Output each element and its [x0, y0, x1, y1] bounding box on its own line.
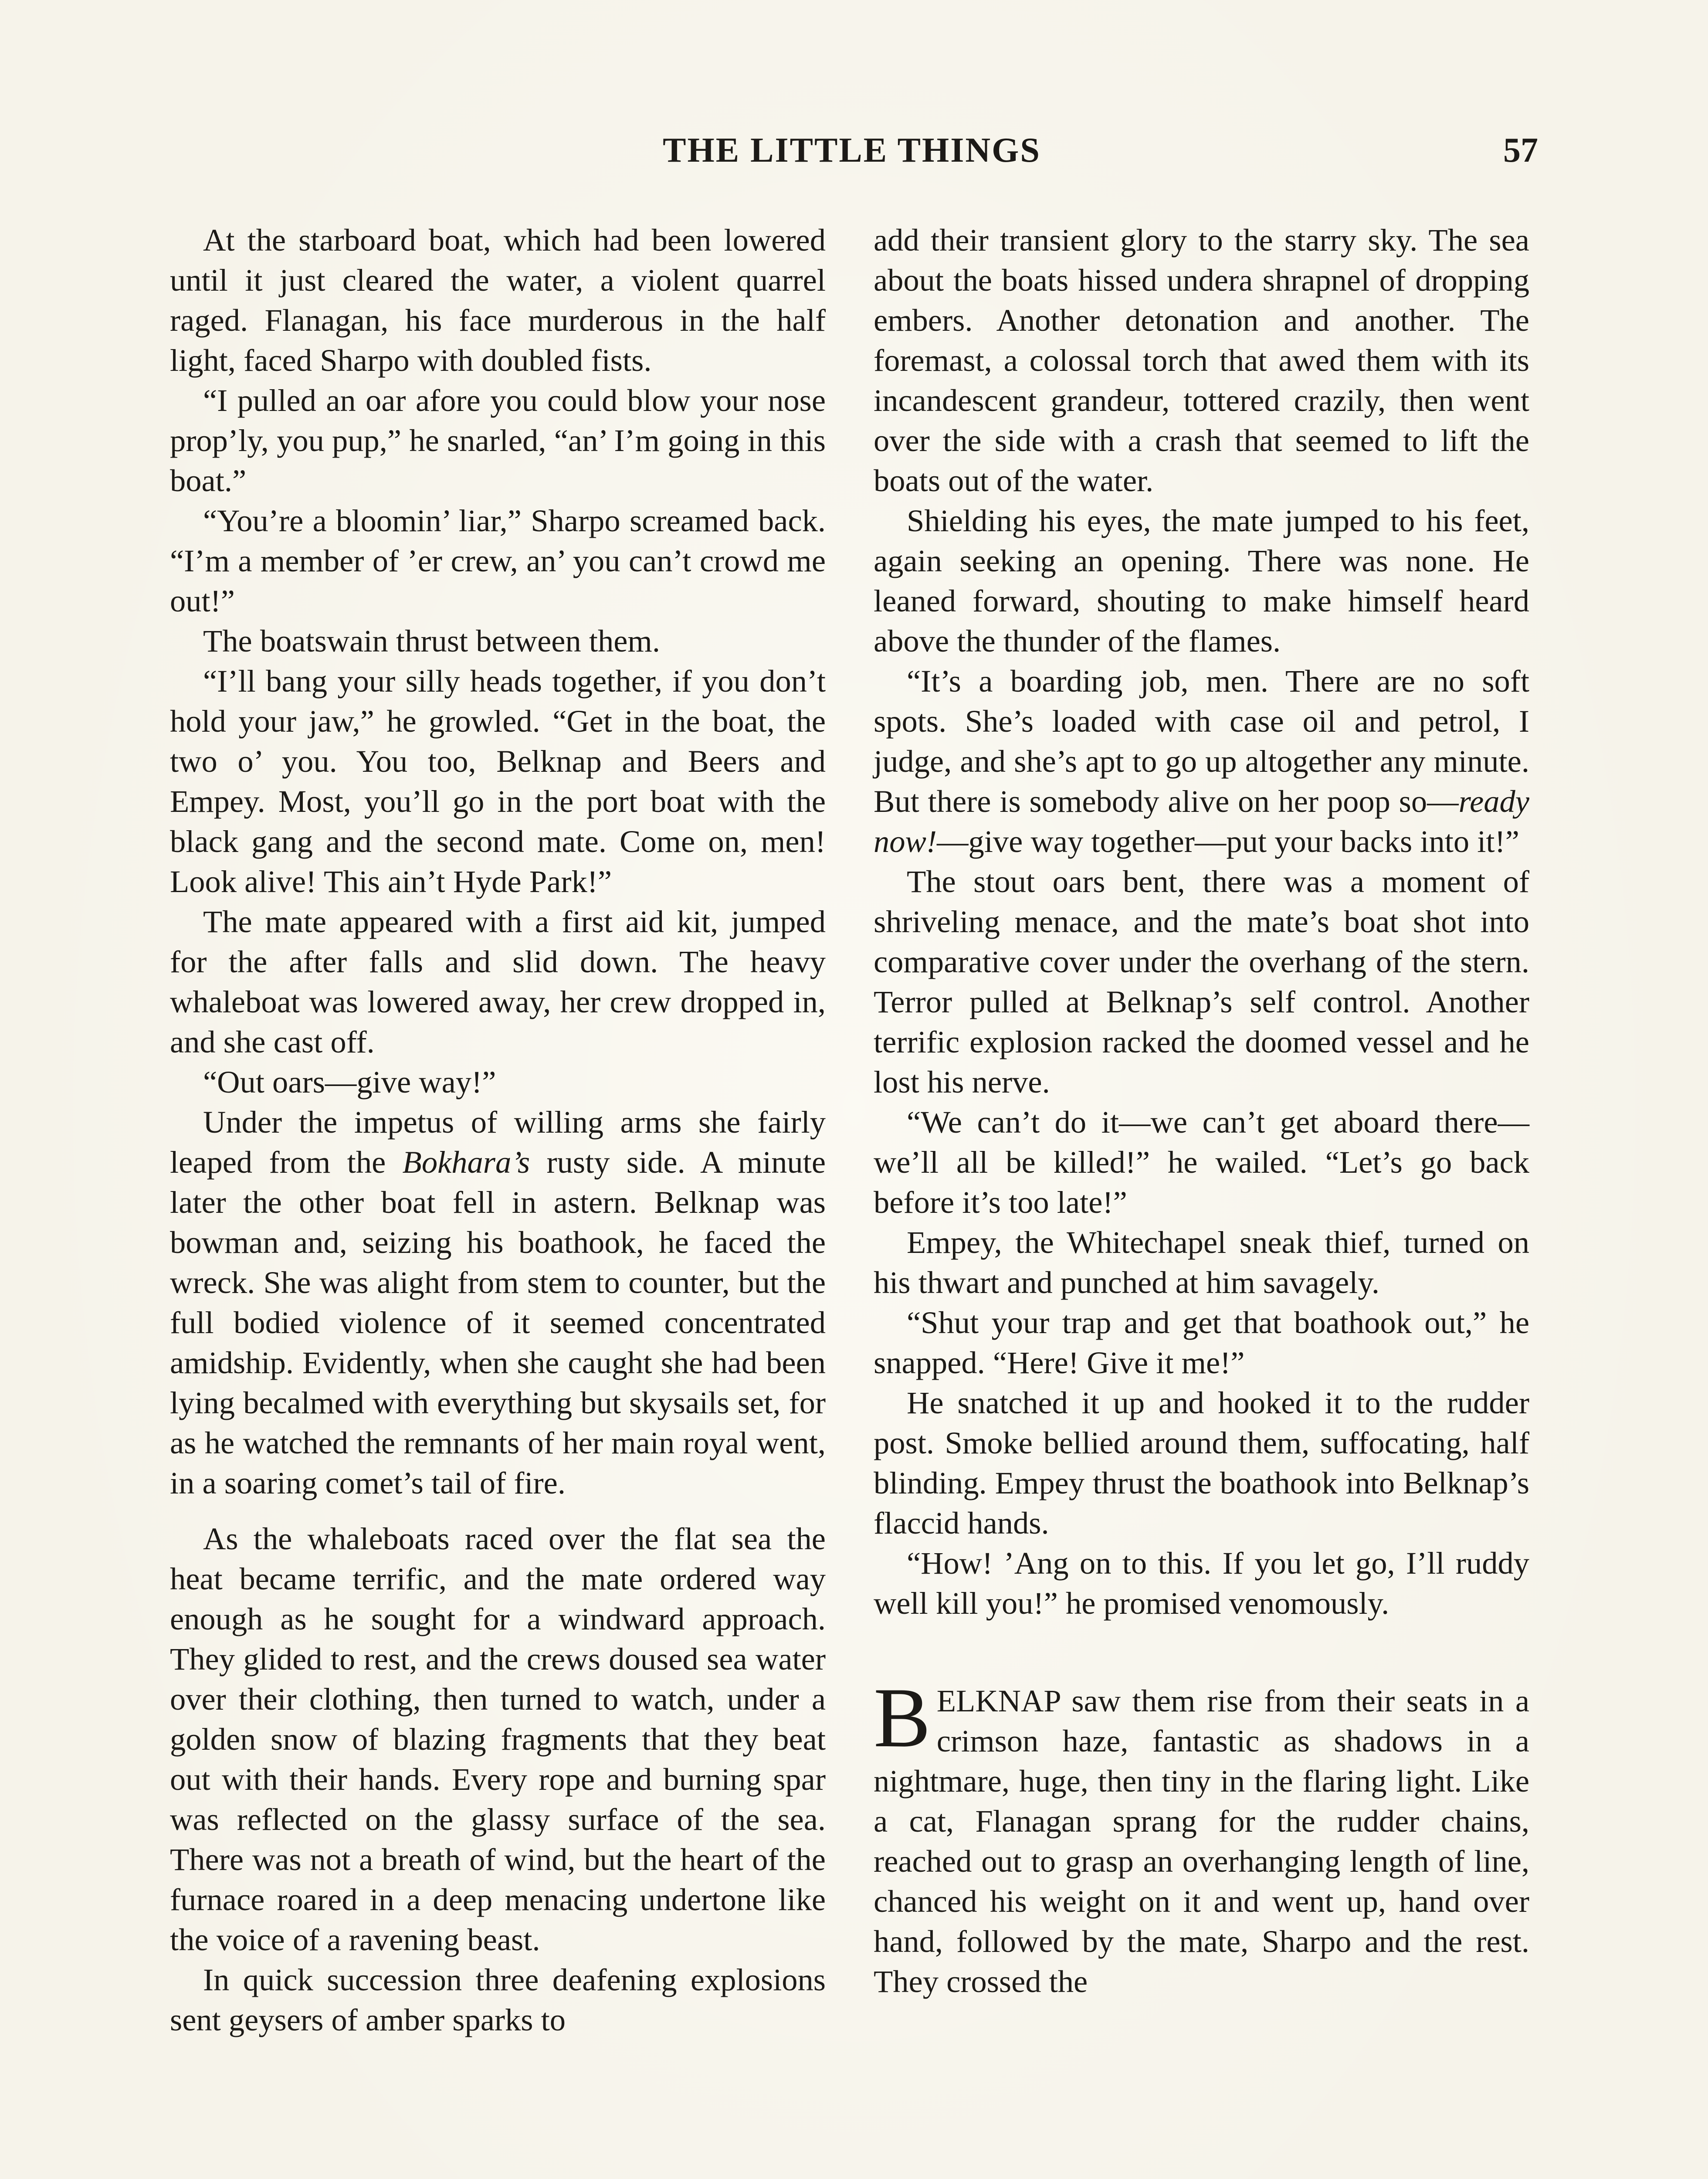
section-opening-paragraph	[874, 1670, 1529, 2002]
ship-name: Bokhara’s	[402, 1144, 530, 1180]
paragraph: At the starboard boat, which had been lowered until it just cleared the water, a violent quarrel raged. Flanagan, his face murderous in the half light, faced Sharpo with doubled fists.	[170, 222, 826, 378]
paragraph: Shielding his eyes, the mate jumped to his feet, again seeking an opening. There was none. He leaned forward, shouting to make himself heard above the thunder of the flames.	[874, 503, 1529, 658]
paragraph: “Out oars—give way!”	[203, 1064, 496, 1100]
right-column	[874, 220, 1529, 2002]
left-column	[170, 220, 826, 2040]
paragraph: As the whaleboats raced over the flat sea the heat became terrific, and the mate ordered way enough as he sought for a windward approach. They glided to rest, and the crews doused sea water over their clothing, then turned to watch, under a golden snow of blazing fragments that they beat out with their hands. Every rope and burning spar was reflected on the glassy surface of the sea. There was not a breath of wind, but the heart of the furnace roared in a deep menacing undertone like the voice of a ravening beast.	[170, 1521, 826, 1957]
text-run: —give way together—put your backs into it!”	[937, 824, 1519, 859]
text-run: “It’s a boarding job, men. There are no soft spots. She’s loaded with case oil and petrol, I judge, and she’s apt to go up altogether any minute. But there is somebody alive on her poop so—	[874, 663, 1529, 819]
emphasis: ready now!	[874, 784, 1529, 859]
running-head	[166, 131, 1538, 179]
page-number: 57	[1503, 131, 1538, 170]
paragraph: The mate appeared with a first aid kit, jumped for the after falls and slid down. The heavy whaleboat was lowered away, her crew dropped in, and she cast off.	[170, 904, 826, 1059]
paragraph: Empey, the Whitechapel sneak thief, turned on his thwart and punched at him savagely.	[874, 1225, 1529, 1300]
text-run: rusty side. A minute later the other boat fell in astern. Belknap was bowman and, seizing his boathook, he faced the wreck. She was alight from stem to counter, but the full bodied violence of it seemed concentrated amidship. Evidently, when she caught she had been lying becalmed with everything but skysails set, for as he watched the remnants of her main royal went, in a soaring comet’s tail of fire.	[170, 1144, 826, 1500]
paragraph: The stout oars bent, there was a moment of shriveling menace, and the mate’s boat shot into comparative cover under the overhang of the stern. Terror pulled at Belknap’s self control. Another terrific explosion racked the doomed vessel and he lost his nerve.	[874, 864, 1529, 1100]
paragraph: “I pulled an oar afore you could blow your nose prop’ly, you pup,” he snarled, “an’ I’m going in this boat.”	[170, 383, 826, 498]
paragraph	[874, 661, 1529, 862]
text-run: Under the impetus of willing arms she fairly leaped from the	[170, 1104, 826, 1180]
paragraph: The boatswain thrust between them.	[203, 623, 660, 658]
paragraph: In quick succession three deafening explosions sent geysers of amber sparks to	[170, 1962, 826, 2037]
paragraph: He snatched it up and hooked it to the rudder post. Smoke bellied around them, suffocating, half blinding. Empey thrust the boathook into Belknap’s flaccid hands.	[874, 1385, 1529, 1541]
paragraph: “You’re a bloomin’ liar,” Sharpo screamed back. “I’m a member of ’er crew, an’ you can’t crowd me out!”	[170, 503, 826, 618]
paragraph: “How! ’Ang on to this. If you let go, I’ll ruddy well kill you!” he promised venomously.	[874, 1545, 1529, 1621]
paragraph	[170, 1102, 826, 1503]
paragraph: add their transient glory to the starry sky. The sea about the boats hissed undera shrapnel of dropping embers. Another detonation and another. The foremast, a colossal torch that awed them with its incandescent grandeur, tottered crazily, then went over the side with a crash that seemed to lift the boats out of the water.	[874, 222, 1529, 498]
text-run: saw them rise from their seats in a crimson haze, fantastic as shadows in a nightmare, huge, then tiny in the flaring light. Like a cat, Flanagan sprang for the rudder chains, reached out to grasp an overhanging length of line, chanced his weight on it and went up, hand over hand, followed by the mate, Sharpo and the rest. They crossed the	[874, 1683, 1529, 1999]
paragraph: “Shut your trap and get that boathook out,” he snapped. “Here! Give it me!”	[874, 1305, 1529, 1380]
drop-cap: B	[874, 1670, 931, 1765]
small-caps-word: ELKNAP	[936, 1683, 1061, 1718]
paragraph: “I’ll bang your silly heads together, if you don’t hold your jaw,” he growled. “Get in the boat, the two o’ you. You too, Belknap and Beers and Empey. Most, you’ll go in the port boat with the black gang and the second mate. Come on, men! Look alive! This ain’t Hyde Park!”	[170, 663, 826, 899]
running-title: THE LITTLE THINGS	[663, 131, 1041, 170]
paragraph: “We can’t do it—we can’t get aboard there—we’ll all be killed!” he wailed. “Let’s go back before it’s too late!”	[874, 1104, 1529, 1220]
